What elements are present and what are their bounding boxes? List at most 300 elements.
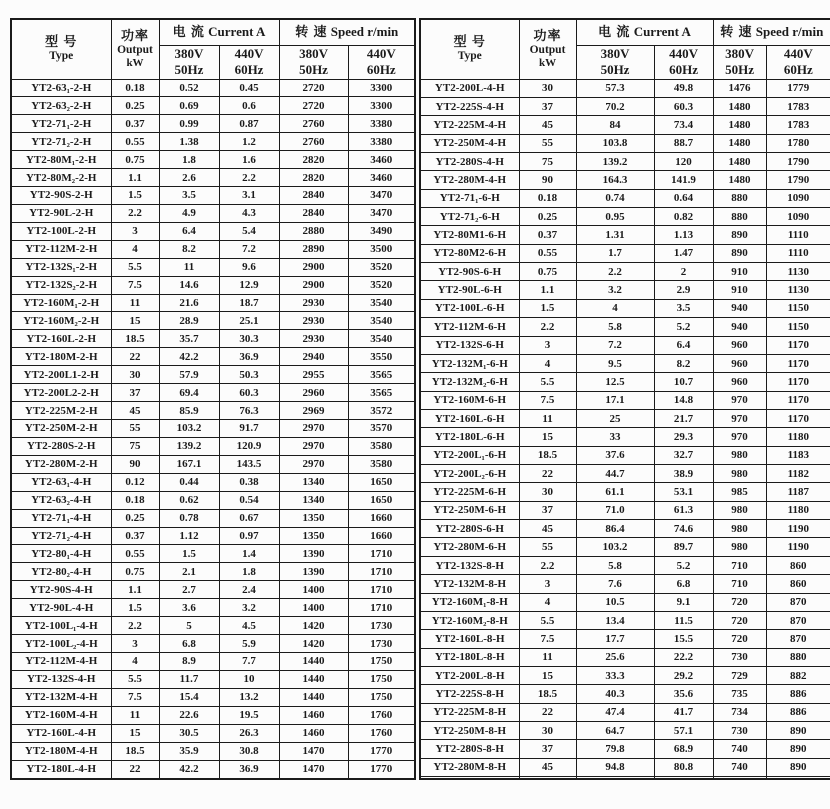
table-row bbox=[11, 420, 415, 438]
col-header-current-440v: 440V 60Hz bbox=[654, 45, 713, 79]
table-row bbox=[420, 318, 830, 336]
type-cell: YT2-280M-8-H bbox=[420, 758, 519, 776]
table-row bbox=[420, 685, 830, 703]
value-cell: 2.2 bbox=[111, 617, 159, 635]
value-cell: 1480 bbox=[713, 116, 766, 134]
value-cell: 1480 bbox=[713, 134, 766, 152]
output-label-zh: 功率 bbox=[120, 27, 149, 43]
value-cell: 5.2 bbox=[654, 318, 713, 336]
speed-label-en: Speed r/min bbox=[330, 24, 399, 40]
table-row bbox=[11, 473, 415, 491]
table-row bbox=[11, 563, 415, 581]
value-cell: 19.5 bbox=[219, 706, 279, 724]
value-cell: 4 bbox=[519, 354, 576, 372]
value-cell: 32.7 bbox=[654, 446, 713, 464]
table-row bbox=[11, 133, 415, 151]
value-cell: 71.0 bbox=[576, 501, 654, 519]
value-cell: 0.12 bbox=[111, 473, 159, 491]
value-cell: 4 bbox=[576, 299, 654, 317]
value-cell: 1.5 bbox=[111, 599, 159, 617]
table-row bbox=[420, 740, 830, 758]
value-cell: 1783 bbox=[766, 97, 830, 115]
value-cell: 970 bbox=[713, 428, 766, 446]
type-cell: YT2-63₂-2-H bbox=[11, 97, 111, 115]
value-cell: 120.9 bbox=[219, 437, 279, 455]
value-cell: 729 bbox=[713, 667, 766, 685]
value-cell: 1130 bbox=[766, 263, 830, 281]
type-cell: YT2-112M-2-H bbox=[11, 240, 111, 258]
type-cell: YT2-250M-6-H bbox=[420, 501, 519, 519]
value-cell: 870 bbox=[766, 611, 830, 629]
value-cell: 8.2 bbox=[654, 354, 713, 372]
value-cell: 735 bbox=[713, 685, 766, 703]
value-cell: 1.1 bbox=[519, 281, 576, 299]
value-cell: 7.5 bbox=[519, 630, 576, 648]
value-cell: 3460 bbox=[348, 169, 415, 187]
value-cell: 1660 bbox=[348, 509, 415, 527]
value-cell: 0.18 bbox=[519, 189, 576, 207]
value-cell: 1710 bbox=[348, 599, 415, 617]
value-cell: 2960 bbox=[279, 384, 348, 402]
output-label-en: Output bbox=[529, 43, 566, 56]
table-row bbox=[420, 465, 830, 483]
value-cell: 890 bbox=[766, 740, 830, 758]
table-row bbox=[420, 134, 830, 152]
col-header-speed bbox=[279, 19, 415, 45]
value-cell: 36.9 bbox=[219, 760, 279, 779]
value-cell: 80.8 bbox=[654, 758, 713, 776]
value-cell: 730 bbox=[713, 648, 766, 666]
value-cell: 70.2 bbox=[576, 97, 654, 115]
value-cell: 1760 bbox=[348, 724, 415, 742]
value-cell: 870 bbox=[766, 593, 830, 611]
value-cell: 1750 bbox=[348, 670, 415, 688]
type-cell: YT2-180L-4-H bbox=[11, 760, 111, 779]
col-header-current bbox=[576, 19, 713, 45]
table-row bbox=[11, 670, 415, 688]
speed-label-zh: 转 速 bbox=[720, 24, 753, 40]
value-cell: 1340 bbox=[279, 491, 348, 509]
value-cell: 30.5 bbox=[159, 724, 219, 742]
value-cell: 33 bbox=[576, 428, 654, 446]
value-cell: 3470 bbox=[348, 187, 415, 205]
value-cell: 2.9 bbox=[654, 281, 713, 299]
value-cell: 5.4 bbox=[219, 222, 279, 240]
table-row bbox=[11, 455, 415, 473]
type-cell: YT2-225S-4-H bbox=[420, 97, 519, 115]
output-label-zh: 功率 bbox=[533, 27, 562, 43]
value-cell: 960 bbox=[713, 373, 766, 391]
table-row bbox=[420, 758, 830, 776]
value-cell: 2.7 bbox=[159, 581, 219, 599]
table-row bbox=[11, 617, 415, 635]
value-cell: 35.9 bbox=[159, 742, 219, 760]
value-cell: 0.45 bbox=[219, 79, 279, 97]
value-cell: 0.69 bbox=[159, 97, 219, 115]
table-row bbox=[420, 336, 830, 354]
value-cell: 85.9 bbox=[159, 402, 219, 420]
value-cell: 1.8 bbox=[219, 563, 279, 581]
value-cell: 55 bbox=[111, 420, 159, 438]
value-cell: 2890 bbox=[279, 240, 348, 258]
value-cell: 3300 bbox=[348, 79, 415, 97]
value-cell: 1400 bbox=[279, 599, 348, 617]
type-cell: YT2-100L₁-4-H bbox=[11, 617, 111, 635]
table-row bbox=[420, 648, 830, 666]
value-cell: 1340 bbox=[279, 473, 348, 491]
value-cell: 57.3 bbox=[576, 79, 654, 97]
value-cell: 18.5 bbox=[111, 742, 159, 760]
value-cell: 3572 bbox=[348, 402, 415, 420]
value-cell: 5.5 bbox=[111, 670, 159, 688]
value-cell: 86.4 bbox=[576, 520, 654, 538]
value-cell: 3580 bbox=[348, 455, 415, 473]
value-cell: 1110 bbox=[766, 226, 830, 244]
value-cell: 37.6 bbox=[576, 446, 654, 464]
table-row bbox=[420, 593, 830, 611]
value-cell: 710 bbox=[713, 556, 766, 574]
type-cell: YT2-280M-4-H bbox=[420, 171, 519, 189]
value-cell: 12.5 bbox=[576, 373, 654, 391]
value-cell: 0.82 bbox=[654, 208, 713, 226]
value-cell: 79.8 bbox=[576, 740, 654, 758]
value-cell: 9.1 bbox=[654, 593, 713, 611]
value-cell: 1150 bbox=[766, 299, 830, 317]
value-cell: 44.7 bbox=[576, 465, 654, 483]
value-cell: 0.97 bbox=[219, 527, 279, 545]
value-cell: 960 bbox=[713, 336, 766, 354]
value-cell: 10.7 bbox=[654, 373, 713, 391]
value-cell: 880 bbox=[766, 648, 830, 666]
value-cell: 720 bbox=[713, 630, 766, 648]
speed-label-zh: 转 速 bbox=[295, 24, 328, 40]
table-row bbox=[11, 97, 415, 115]
value-cell: 7.6 bbox=[576, 575, 654, 593]
value-cell: 4.9 bbox=[159, 204, 219, 222]
type-cell: YT2-160M₁-2-H bbox=[11, 294, 111, 312]
type-cell: YT2-280S-2-H bbox=[11, 437, 111, 455]
value-cell: 980 bbox=[713, 538, 766, 556]
value-cell: 2970 bbox=[279, 455, 348, 473]
value-cell: 1187 bbox=[766, 483, 830, 501]
value-cell: 0.55 bbox=[111, 545, 159, 563]
value-cell: 1420 bbox=[279, 617, 348, 635]
value-cell: 2930 bbox=[279, 330, 348, 348]
value-cell: 2955 bbox=[279, 366, 348, 384]
value-cell: 6.8 bbox=[654, 575, 713, 593]
table-row bbox=[420, 777, 830, 779]
value-cell: 3550 bbox=[348, 348, 415, 366]
type-cell: YT2-225M-4-H bbox=[420, 116, 519, 134]
value-cell: 18.5 bbox=[111, 330, 159, 348]
value-cell: 1170 bbox=[766, 391, 830, 409]
current-label-zh: 电 流 bbox=[172, 24, 205, 40]
value-cell: 22 bbox=[111, 348, 159, 366]
value-cell: 2.1 bbox=[159, 563, 219, 581]
type-cell: YT2-250M-8-H bbox=[420, 722, 519, 740]
type-label-en: Type bbox=[457, 50, 482, 63]
output-label-en: Output bbox=[117, 43, 153, 56]
value-cell: 3.6 bbox=[159, 599, 219, 617]
value-cell: 2969 bbox=[279, 402, 348, 420]
value-cell: 120 bbox=[654, 152, 713, 170]
type-cell: YT2-132S-4-H bbox=[11, 670, 111, 688]
value-cell: 1750 bbox=[348, 688, 415, 706]
value-cell: 3490 bbox=[348, 222, 415, 240]
value-cell: 940 bbox=[713, 318, 766, 336]
value-cell: 860 bbox=[766, 575, 830, 593]
value-cell: 25 bbox=[576, 409, 654, 427]
type-cell: YT2-160M₂-2-H bbox=[11, 312, 111, 330]
value-cell: 980 bbox=[713, 501, 766, 519]
type-cell: YT2-90S-2-H bbox=[11, 187, 111, 205]
table-row bbox=[11, 491, 415, 509]
type-cell: YT2-180M-4-H bbox=[11, 742, 111, 760]
value-cell: 940 bbox=[713, 299, 766, 317]
value-cell: 35.6 bbox=[654, 685, 713, 703]
type-cell: YT2-132S-6-H bbox=[420, 336, 519, 354]
spec-table-body-right bbox=[420, 79, 830, 779]
value-cell: 55 bbox=[519, 538, 576, 556]
value-cell: 740 bbox=[713, 758, 766, 776]
table-row bbox=[420, 428, 830, 446]
value-cell: 22 bbox=[111, 760, 159, 779]
value-cell: 3 bbox=[519, 575, 576, 593]
type-cell: YT2-90L-6-H bbox=[420, 281, 519, 299]
type-cell: YT2-280M-2-H bbox=[11, 455, 111, 473]
type-cell: YT2-200L2-2-H bbox=[11, 384, 111, 402]
value-cell: 7.5 bbox=[111, 276, 159, 294]
type-cell: YT2-100L₂-4-H bbox=[11, 635, 111, 653]
type-cell: YT2-63₂-4-H bbox=[11, 491, 111, 509]
type-cell: YT2-112M-4-H bbox=[11, 653, 111, 671]
value-cell: 2.6 bbox=[159, 169, 219, 187]
value-cell: 0.18 bbox=[111, 491, 159, 509]
table-row bbox=[11, 169, 415, 187]
table-row bbox=[420, 299, 830, 317]
type-cell: YT2-200L₂-6-H bbox=[420, 465, 519, 483]
value-cell: 2720 bbox=[279, 79, 348, 97]
value-cell: 3.2 bbox=[576, 281, 654, 299]
type-cell: YT2-225M-2-H bbox=[11, 402, 111, 420]
table-row bbox=[11, 527, 415, 545]
value-cell: 1.8 bbox=[159, 151, 219, 169]
value-cell: 30.8 bbox=[219, 742, 279, 760]
value-cell: 45 bbox=[519, 758, 576, 776]
value-cell: 4 bbox=[519, 593, 576, 611]
value-cell: 45 bbox=[111, 402, 159, 420]
output-unit-label: kW bbox=[126, 57, 144, 69]
value-cell: 0.25 bbox=[111, 97, 159, 115]
value-cell: 143.5 bbox=[219, 455, 279, 473]
table-row bbox=[420, 391, 830, 409]
value-cell: 0.6 bbox=[219, 97, 279, 115]
value-cell: 22.2 bbox=[654, 648, 713, 666]
value-cell: 2720 bbox=[279, 97, 348, 115]
value-cell: 7.7 bbox=[219, 653, 279, 671]
type-cell: YT2-200L1-2-H bbox=[11, 366, 111, 384]
type-cell: YT2-132S-8-H bbox=[420, 556, 519, 574]
type-cell: YT2-90S-4-H bbox=[11, 581, 111, 599]
value-cell: 1390 bbox=[279, 563, 348, 581]
table-row bbox=[420, 281, 830, 299]
value-cell: 1760 bbox=[348, 706, 415, 724]
value-cell: 11 bbox=[519, 409, 576, 427]
value-cell: 1780 bbox=[766, 134, 830, 152]
value-cell: 11 bbox=[111, 706, 159, 724]
value-cell: 1.12 bbox=[159, 527, 219, 545]
value-cell: 61.1 bbox=[576, 483, 654, 501]
value-cell: 25.1 bbox=[219, 312, 279, 330]
value-cell: 40.3 bbox=[576, 685, 654, 703]
value-cell: 3.2 bbox=[219, 599, 279, 617]
value-cell: 730 bbox=[713, 722, 766, 740]
value-cell: 0.64 bbox=[654, 189, 713, 207]
value-cell: 0.74 bbox=[576, 189, 654, 207]
value-cell: 1170 bbox=[766, 336, 830, 354]
value-cell: 7.2 bbox=[576, 336, 654, 354]
table-row bbox=[11, 222, 415, 240]
value-cell: 0.44 bbox=[159, 473, 219, 491]
value-cell: 1460 bbox=[279, 706, 348, 724]
type-cell: YT2-80₂-4-H bbox=[11, 563, 111, 581]
value-cell: 75 bbox=[111, 437, 159, 455]
value-cell: 1.5 bbox=[519, 299, 576, 317]
value-cell: 74.6 bbox=[654, 520, 713, 538]
value-cell: 882 bbox=[766, 667, 830, 685]
value-cell: 1.6 bbox=[219, 151, 279, 169]
value-cell: 3520 bbox=[348, 276, 415, 294]
table-row bbox=[11, 294, 415, 312]
value-cell: 1480 bbox=[713, 171, 766, 189]
value-cell: 3 bbox=[111, 635, 159, 653]
value-cell: 3520 bbox=[348, 258, 415, 276]
value-cell: 2940 bbox=[279, 348, 348, 366]
value-cell: 1440 bbox=[279, 670, 348, 688]
value-cell: 61.3 bbox=[654, 501, 713, 519]
type-cell: YT2-80M1-6-H bbox=[420, 226, 519, 244]
table-row bbox=[11, 240, 415, 258]
type-cell: YT2-225M-6-H bbox=[420, 483, 519, 501]
type-cell: YT2-225S-8-H bbox=[420, 685, 519, 703]
value-cell: 103.2 bbox=[576, 538, 654, 556]
value-cell: 1730 bbox=[348, 635, 415, 653]
value-cell: 5.8 bbox=[576, 556, 654, 574]
type-cell: YT2-160M-4-H bbox=[11, 706, 111, 724]
type-cell: YT2-63₁-2-H bbox=[11, 79, 111, 97]
value-cell: 69.4 bbox=[159, 384, 219, 402]
value-cell: 5.8 bbox=[576, 318, 654, 336]
value-cell: 42.2 bbox=[159, 348, 219, 366]
type-cell: YT2-160L-4-H bbox=[11, 724, 111, 742]
type-cell: YT2-132S₁-2-H bbox=[11, 258, 111, 276]
value-cell: 37 bbox=[111, 384, 159, 402]
value-cell: 1.47 bbox=[654, 244, 713, 262]
value-cell: 76.3 bbox=[219, 402, 279, 420]
value-cell: 30 bbox=[111, 366, 159, 384]
value-cell: 5.5 bbox=[519, 373, 576, 391]
table-row bbox=[420, 703, 830, 721]
value-cell bbox=[576, 777, 654, 779]
value-cell: 7.5 bbox=[111, 688, 159, 706]
type-cell: YT2-112M-6-H bbox=[420, 318, 519, 336]
value-cell: 1.38 bbox=[159, 133, 219, 151]
value-cell: 3540 bbox=[348, 312, 415, 330]
type-cell: YT2-132S₂-2-H bbox=[11, 276, 111, 294]
value-cell: 2.2 bbox=[219, 169, 279, 187]
value-cell: 15.4 bbox=[159, 688, 219, 706]
value-cell: 5.9 bbox=[219, 635, 279, 653]
type-cell: YT2-280S-6-H bbox=[420, 520, 519, 538]
value-cell: 1180 bbox=[766, 501, 830, 519]
table-row bbox=[11, 509, 415, 527]
value-cell: 1470 bbox=[279, 760, 348, 779]
value-cell: 2930 bbox=[279, 312, 348, 330]
value-cell: 57.9 bbox=[159, 366, 219, 384]
value-cell: 84 bbox=[576, 116, 654, 134]
value-cell: 30 bbox=[519, 722, 576, 740]
table-row bbox=[11, 115, 415, 133]
value-cell: 960 bbox=[713, 354, 766, 372]
value-cell: 1.2 bbox=[219, 133, 279, 151]
value-cell: 21.6 bbox=[159, 294, 219, 312]
value-cell: 890 bbox=[766, 758, 830, 776]
value-cell: 2880 bbox=[279, 222, 348, 240]
value-cell: 1.1 bbox=[111, 169, 159, 187]
type-label-zh: 型 号 bbox=[453, 34, 486, 50]
value-cell: 970 bbox=[713, 391, 766, 409]
value-cell: 4.3 bbox=[219, 204, 279, 222]
value-cell: 1790 bbox=[766, 171, 830, 189]
value-cell: 0.95 bbox=[576, 208, 654, 226]
value-cell: 7.2 bbox=[219, 240, 279, 258]
col-header-current-380v: 380V 50Hz bbox=[159, 45, 219, 79]
table-row bbox=[420, 611, 830, 629]
table-row bbox=[420, 189, 830, 207]
value-cell: 10 bbox=[219, 670, 279, 688]
value-cell: 1779 bbox=[766, 79, 830, 97]
value-cell: 18.7 bbox=[219, 294, 279, 312]
col-header-current-380v: 380V 50Hz bbox=[576, 45, 654, 79]
value-cell: 14.6 bbox=[159, 276, 219, 294]
table-row bbox=[420, 171, 830, 189]
value-cell: 90 bbox=[111, 455, 159, 473]
value-cell: 2760 bbox=[279, 115, 348, 133]
value-cell: 1110 bbox=[766, 244, 830, 262]
value-cell: 6.8 bbox=[159, 635, 219, 653]
col-header-speed-440v: 440V 60Hz bbox=[348, 45, 415, 79]
type-cell: YT2-90S-6-H bbox=[420, 263, 519, 281]
value-cell: 50.3 bbox=[219, 366, 279, 384]
type-cell: YT2-200L-4-H bbox=[420, 79, 519, 97]
value-cell: 1480 bbox=[713, 152, 766, 170]
table-row bbox=[11, 545, 415, 563]
value-cell: 4 bbox=[111, 653, 159, 671]
motor-spec-table-right bbox=[419, 18, 830, 780]
table-row bbox=[420, 446, 830, 464]
table-row bbox=[420, 722, 830, 740]
type-cell: YT2-132M₁-6-H bbox=[420, 354, 519, 372]
type-cell: YT2-180M-2-H bbox=[11, 348, 111, 366]
type-cell: YT2-132M-4-H bbox=[11, 688, 111, 706]
value-cell: 0.67 bbox=[219, 509, 279, 527]
table-row bbox=[420, 667, 830, 685]
value-cell: 103.8 bbox=[576, 134, 654, 152]
value-cell: 11.5 bbox=[654, 611, 713, 629]
type-cell: YT2-71₂-4-H bbox=[11, 527, 111, 545]
value-cell: 5.2 bbox=[654, 556, 713, 574]
value-cell: 11 bbox=[519, 648, 576, 666]
